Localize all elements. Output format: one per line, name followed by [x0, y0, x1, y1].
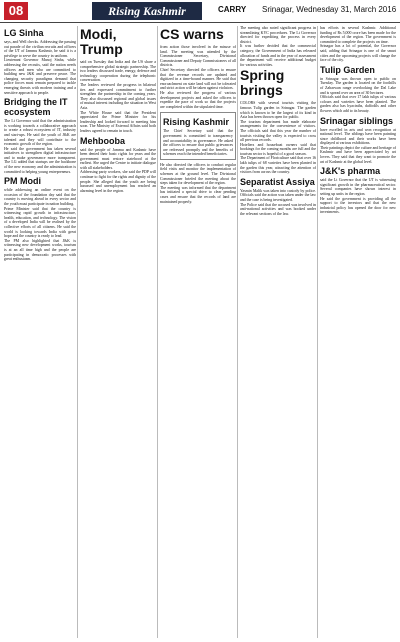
article-text: said the people of Jammu and Kashmir have been denied their basic rights for years and the government must restore statehood at the earliest. She urged the Centre to initiate dialogue with all stakeholders. [80, 147, 156, 170]
article-text: He said the government has taken several initiatives to strengthen digital infrastructure and to make governance more transparent. The LG added that startups are the backbone of the new economy and the administration is committed to helping young entrepreneurs. [4, 146, 76, 174]
headline: LG Sinha [4, 28, 44, 38]
article-text: says, and Well checks. Addressing the passing out parade of the civilian recruits and officers of the UT of Jammu Kashmir, he said it is a privilege to serve the country in uniform. [4, 40, 76, 58]
article-text: has efforts in several Kashmir. Additional funding of Rs 5,000 crore has been made for the development of the region. The government is committed to complete the projects on time. [320, 26, 396, 44]
article-text: Addressing party workers, she said the PDP will continue to fight for the rights and dignity of the people. She alleged that the youth are being harassed and unemployment has reached an alarming level in the region. [80, 170, 156, 193]
boxed-article [160, 112, 236, 160]
article-text: Yasmin Malik was taken into custody by police. Officials said the action was taken under the law and the case is being investigated. [240, 188, 316, 203]
page-number: 08 [4, 2, 28, 20]
headline: Mehbooba [80, 135, 125, 146]
column-4 [240, 26, 316, 638]
article-text: The Police said that the accused was involved in anti-national activities and was booked under the relevant sections of the law. [240, 202, 316, 216]
column-2 [80, 26, 156, 638]
article-text: in Srinagar was thrown open to public on Tuesday. The garden is located on the foothills of Zabarwan range overlooking the Dal Lake and is spread over an area of 30 hectares. [320, 76, 396, 95]
headline: Separatist Assiya [240, 176, 315, 187]
paper-name: Rising Kashmir [92, 2, 202, 20]
article-text: from action those involved in the misuse of land. The meeting was attended by the Commissioner Secretary, Divisional Commissioner and Deputy Commissioners of all districts. [160, 45, 236, 68]
column-divider [77, 26, 78, 638]
article-text: Lieutenant Governor Manoj Sinha, while addressing the recruits, said the nation needs officers and men who are committed to building new J&K and preserve peace. The changing security paradigms demand that police forces must remain prepared to tackle emerging threats with modern training and a sensitive approach to people. [4, 58, 76, 95]
article-text: The meeting also noted significant progress in streamlining KYC procedures. The Lt Governor directed for expediting the process in every district. [240, 26, 316, 44]
headline: PM Modi [4, 176, 41, 187]
headline: Modi, Trump [80, 26, 123, 57]
column-3 [160, 26, 236, 638]
column-1 [4, 26, 76, 638]
article-text: The PM also highlighted that J&K is witnessing new development works, tourism is at an all time high and the people are participating in democratic processes with great enthusiasm. [4, 238, 76, 262]
article-text: Prime Minister said that the country is witnessing rapid growth in infrastructure, health, education, and technology. The vision of a developed India will be realised by the collective efforts of all citizens. He said the world is looking towards India with great hope and the country is ready to lead. [4, 206, 76, 239]
article-text: COLORS with several tourists visiting the famous Tulip garden in Srinagar. The garden which is known to be the largest of its kind in Asia has been thrown open for public. [240, 101, 316, 120]
headline: Spring brings [240, 67, 285, 99]
article-text: Hoteliers and houseboat owners said that bookings for the coming months are full and the tourism sector is hopeful of a good season. [240, 142, 316, 156]
headline: Tulip Garden [320, 64, 375, 75]
article-text: The tourism department has made elaborate arrangements for the convenience of visitors. The officials said that this year the number of tourists visiting the valley is expected to cross all previous records. [240, 119, 316, 143]
column-divider [237, 26, 238, 638]
headline: J&K's pharma [320, 166, 381, 177]
article-text: The Lt Governor said that the administration is working towards a collaborative approach to create a robust ecosystem of IT, industry and start-ups. He said the youth of J&K are talented and they will contribute to the economic growth of the region. [4, 119, 76, 147]
article-text: He also directed the officers to conduct regular field visits and monitor the implementation of schemes at the ground level. The Divisional Commissioner briefed the meeting about the steps taken for development of the region. [160, 162, 236, 186]
headline: Bridging the IT ecosystem [4, 97, 68, 118]
article-text: have excelled in arts and won recognition at national level. The siblings have been painting since childhood and their works have been displayed at various exhibitions. [320, 127, 396, 146]
date: Srinagar, Wednesday 31, March 2016 [262, 5, 397, 14]
article-text: Officials said that over 17 lakh tulips of various colours and varieties have been planted. The garden also has hyacinths, daffodils and other flowers which add to its beauty. [320, 95, 396, 113]
article-text: said on Tuesday that India and the US share a comprehensive global strategic partnership. The two leaders discussed trade, energy, defence and technology cooperation during the telephonic conversation. [80, 60, 156, 83]
column-divider [317, 26, 318, 638]
article-text: while addressing an online event on the occasion of the foundation day said that the country is moving ahead in every sector and the youth must participate in nation building. [4, 188, 76, 207]
column-5 [320, 26, 396, 638]
masthead [0, 0, 400, 23]
article-text: The Department of Floriculture said that over 16 lakh tulips of 68 varieties have been planted in the garden this year, attracting the attention of visitors from across the country. [240, 156, 316, 175]
article-text: Chief Secretary directed the officers to ensure that the revenue records are updated and digitized in a time-bound manner. He said that encroachment on state land will not be tolerated and strict action will be taken against violators. [160, 67, 236, 91]
headline: Rising Kashmir [163, 117, 230, 128]
city: CARRY [218, 5, 247, 14]
headline: Srinagar siblings [320, 115, 394, 126]
column-divider [157, 26, 158, 638]
article-text: The meeting was informed that the department has initiated a special drive to clear pending cases and ensure that the records of land are maintained properly. [160, 185, 236, 204]
article-text: He also reviewed the progress of various development projects and asked the officers to expedite the pace of work so that the projects are completed within the stipulated time. [160, 90, 236, 109]
article-text: The White House said that the President appreciated the Prime Minister for his leadership and looked forward to meeting him soon. The Ministry of External Affairs said both leaders agreed to remain in touch. [80, 110, 156, 133]
article-text: He said the government is providing all the support to the investors and that the new industrial policy has opened the door for new investments. [320, 196, 396, 215]
article-text: The Chief Secretary said that the government is committed to transparency and accountability in governance. He asked the officers to ensure that public grievances are redressed promptly and the benefits of schemes reach the intended beneficiaries. [163, 129, 233, 157]
article-text: It was further decided that the commercial category, the Government of India has released allocation of funds and in the year of assessment the department will receive additional budget for various activities. [240, 44, 316, 67]
article-text: Srinagar has a lot of potential, the Governor said, adding that Srinagar is one of the smart cities and the upcoming projects will change the face of the city. [320, 44, 396, 63]
headline: CS warns [160, 26, 224, 42]
article-text: said the Lt Governor that the UT is witnessing significant growth in the pharmaceutical sector. Several companies have shown interest in setting up units in the region. [320, 178, 396, 197]
article-text: The leaders reviewed the progress in bilateral ties and expressed commitment to further strengthen the partnership in the coming years. They also discussed regional and global issues of mutual interest including the situation in West Asia. [80, 82, 156, 110]
article-text: Their paintings depict the culture and heritage of Kashmir and have been appreciated by art lovers. They said that they want to promote the art of Kashmir at the global level. [320, 145, 396, 164]
